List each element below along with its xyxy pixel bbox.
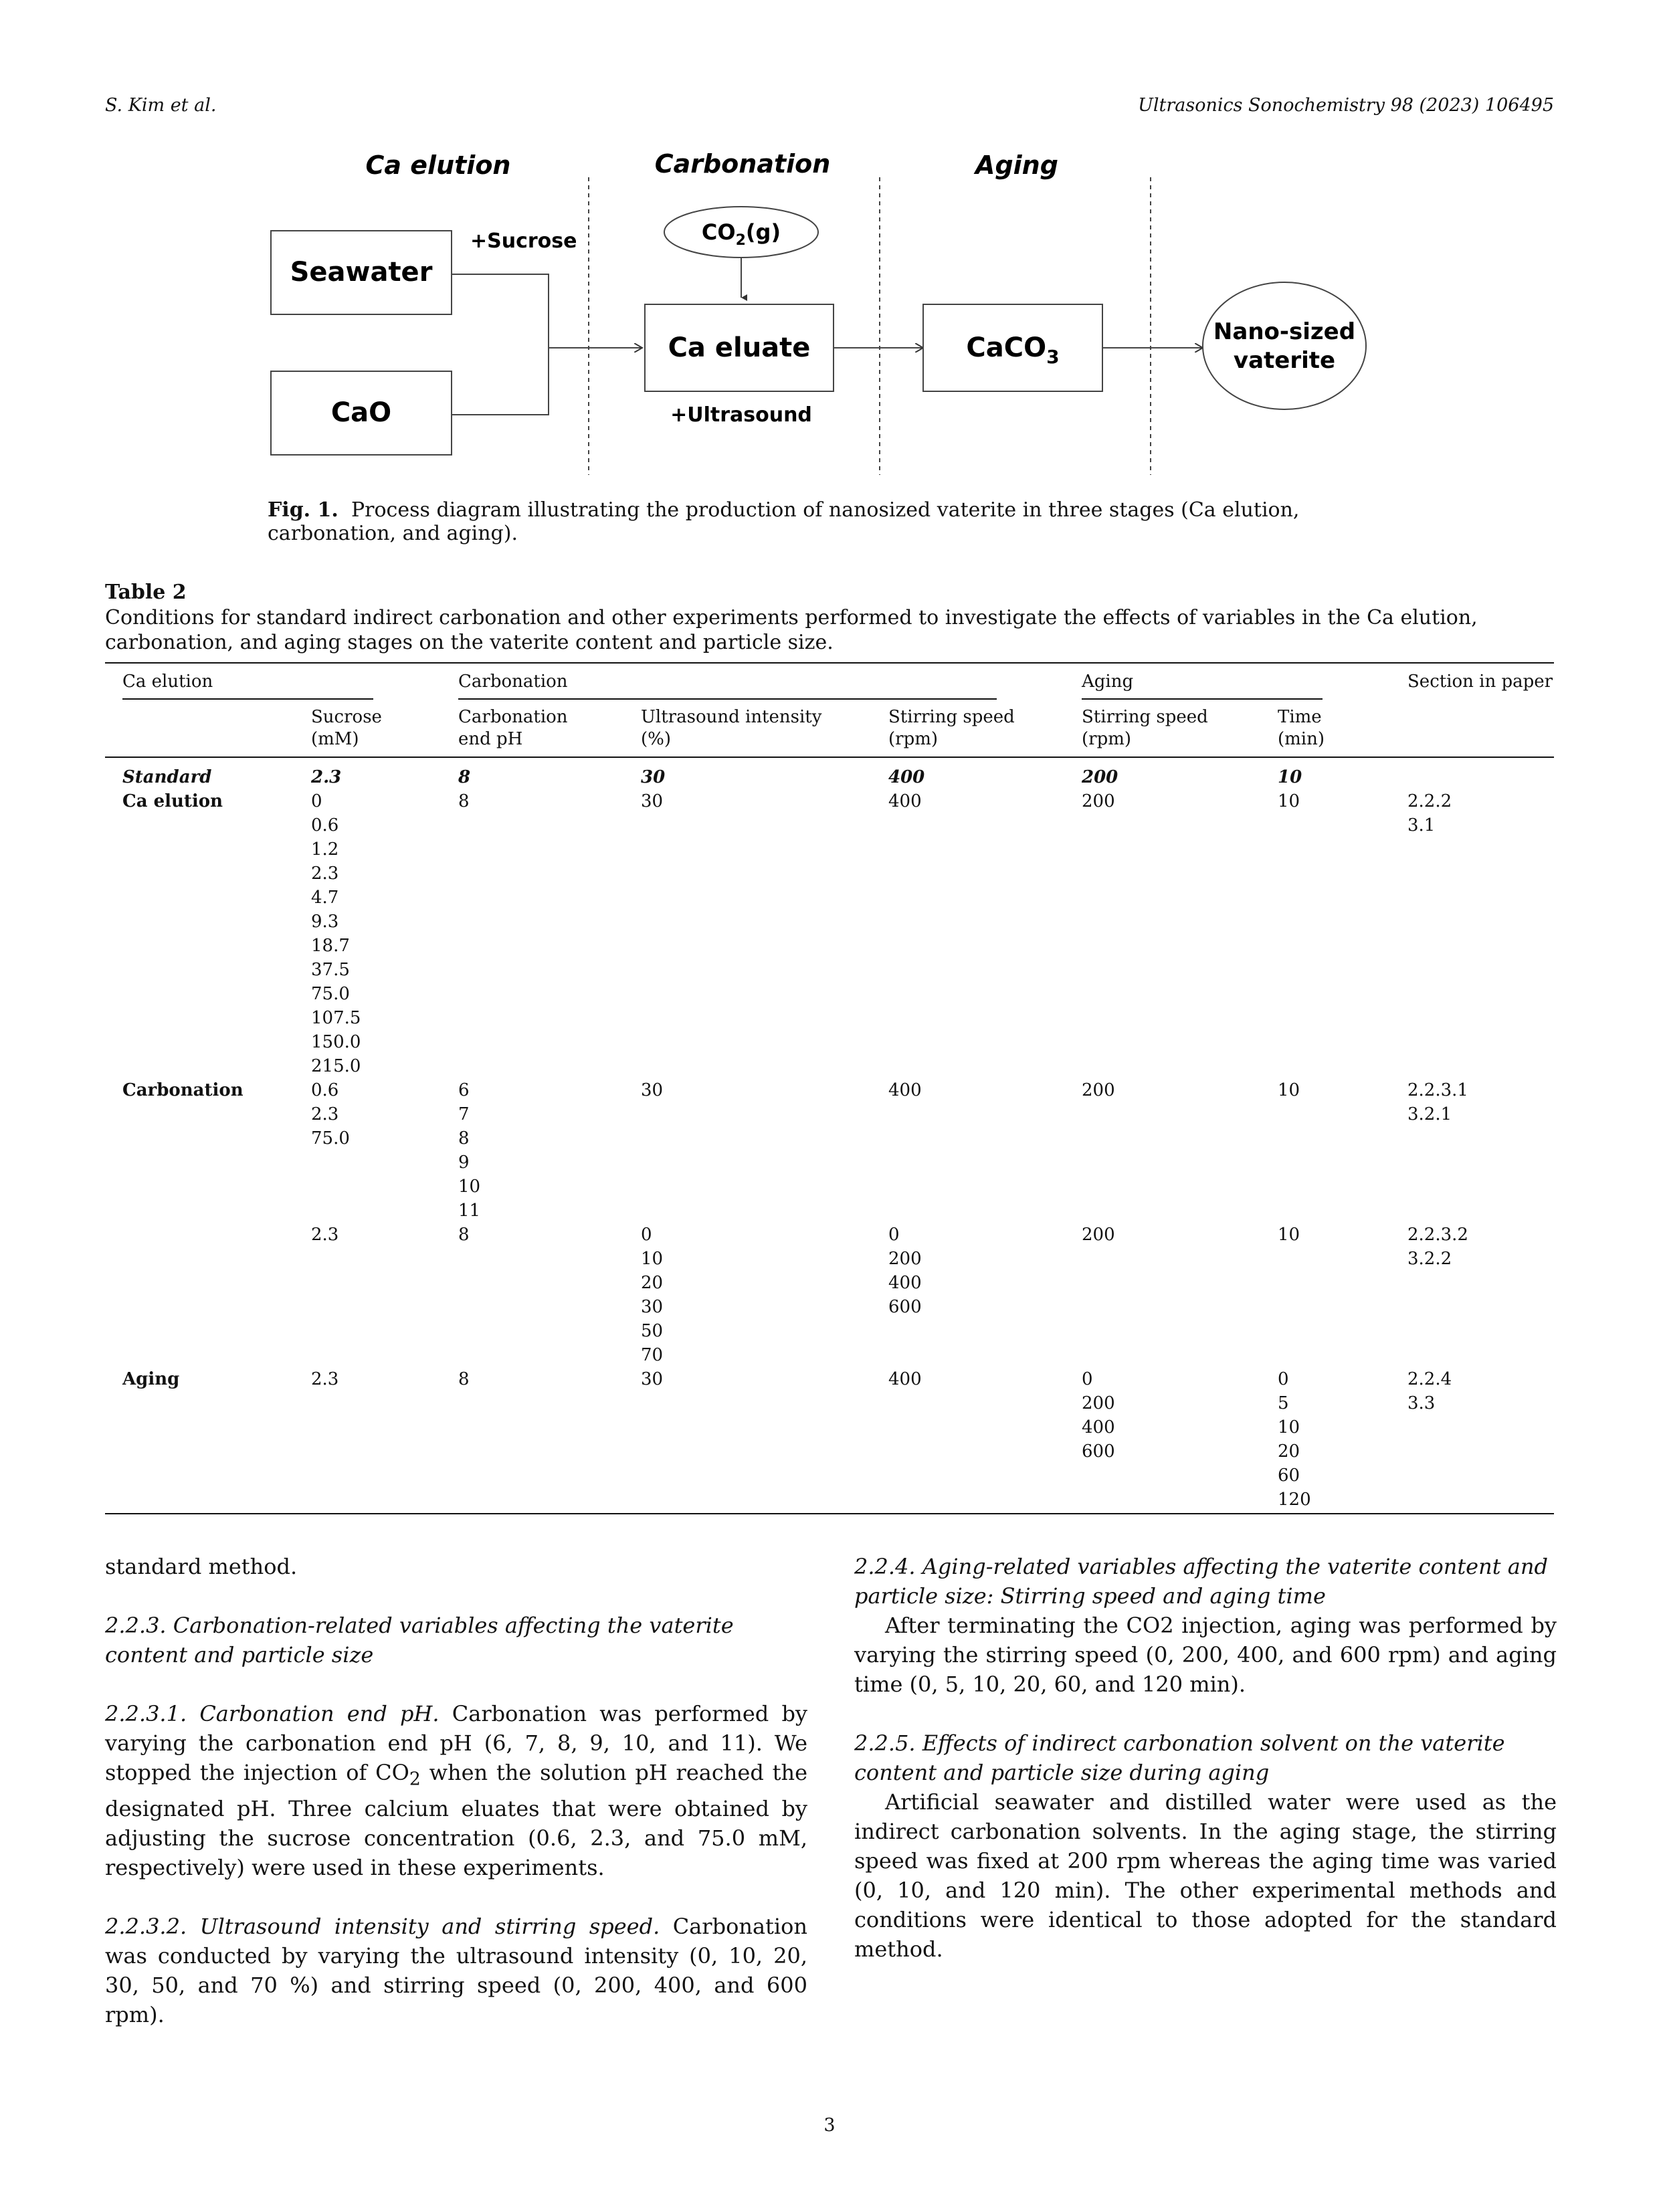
vaterite-label-line1: Nano-sized <box>1213 318 1356 345</box>
group-header-aging: Aging <box>1082 672 1134 692</box>
subheader-sucrose: Sucrose (mM) <box>311 707 382 749</box>
section-heading-2-2-3: 2.2.3. Carbonation-related variables affecting the vaterite content and particle size <box>105 1613 734 1668</box>
carbonation-underline <box>458 698 997 700</box>
figure-caption <box>268 498 1405 545</box>
ca-elution-stir-aging: 200 <box>1082 791 1115 811</box>
body-left-column <box>105 1552 807 2029</box>
carbonation-stir-carbonation: 400 <box>888 1080 922 1100</box>
cao-label: CaO <box>330 397 392 428</box>
aging-underline <box>1082 698 1323 700</box>
ca-elution-stir-carbonation: 400 <box>888 791 922 811</box>
sucrose-label: +Sucrose <box>470 229 577 253</box>
carbonation-ph: 6 7 8 9 10 11 <box>458 1080 481 1221</box>
cao-connector <box>452 348 549 415</box>
right-para-aging: After terminating the CO2 injection, aging was performed by varying the stirring speed (0, 200, 400, and 600 rpm) and aging time (0, 5, 10, 20, 60, and 120 min). <box>854 1613 1557 1697</box>
seawater-label: Seawater <box>290 257 433 288</box>
ultrasound-label: +Ultrasound <box>670 403 812 427</box>
subheader-carbonation-end-ph: Carbonation end pH <box>458 707 568 749</box>
standard-ph: 8 <box>458 767 471 787</box>
subheader-carbonation-stirring-speed: Stirring speed (rpm) <box>888 707 1015 749</box>
ca-elution-ultrasound: 30 <box>641 791 664 811</box>
table-title: Table 2 <box>105 581 187 604</box>
standard-ultrasound: 30 <box>641 767 666 787</box>
stage-title-ca-elution: Ca elution <box>365 150 511 180</box>
carbonation-sucrose: 0.6 2.3 75.0 <box>311 1080 350 1148</box>
table-top-rule <box>105 662 1554 664</box>
table-header-rule <box>105 757 1554 758</box>
ca-elution-time: 10 <box>1278 791 1300 811</box>
row-label-aging: Aging <box>122 1369 180 1389</box>
stage-title-carbonation: Carbonation <box>654 149 831 179</box>
left-para-carbonation-end-ph: 2.2.3.1. Carbonation end pH. Carbonation was performed by varying the carbonation end pH (6, 7, 8, 9, 10, and 11). We stopped the injection of $CO_2$ when the solution pH reached the designated pH. Three calcium eluates that were obtained by adjusting the sucrose concentration (0.6, 2.3, and 75.0 mM, respectively) were used in these experiments. <box>105 1701 808 1881</box>
ultrasound-row-ph: 8 <box>458 1225 470 1245</box>
ultrasound-row-section: 2.2.3.2 3.2.2 <box>1407 1225 1468 1269</box>
section-heading-2-2-5: 2.2.5. Effects of indirect carbonation solvent on the vaterite content and particle size during aging <box>854 1730 1505 1785</box>
process-diagram <box>254 144 1405 492</box>
table-caption: Conditions for standard indirect carbonation and other experiments performed to investigate the effects of variables in the Ca elution, carbonation, and aging stages on the vaterite content and particle size. <box>105 606 1478 654</box>
aging-time: 0 5 10 20 60 120 <box>1278 1369 1311 1510</box>
ca-elution-ph: 8 <box>458 791 470 811</box>
subsection-heading-2-2-3-2: 2.2.3.2. Ultrasound intensity and stirring speed. <box>105 1914 660 1940</box>
subheader-ultrasound-intensity: Ultrasound intensity (%) <box>641 707 822 749</box>
vaterite-label-line2: vaterite <box>1233 347 1336 374</box>
seawater-connector <box>452 274 549 348</box>
subheader-aging-time: Time (min) <box>1278 707 1325 749</box>
running-header-authors: S. Kim et al. <box>105 95 217 116</box>
ca-eluate-label: Ca eluate <box>668 332 811 363</box>
ultrasound-row-ultrasound: 0 10 20 30 50 70 <box>641 1225 664 1365</box>
ca-elution-sucrose: 0 0.6 1.2 2.3 4.7 9.3 18.7 37.5 75.0 107.5 150.0 215.0 <box>311 791 361 1076</box>
table-bottom-rule <box>105 1513 1554 1514</box>
standard-stir-carbonation: 400 <box>888 767 925 787</box>
row-label-carbonation: Carbonation <box>122 1080 243 1100</box>
aging-sucrose: 2.3 <box>311 1369 339 1389</box>
row-label-ca-elution: Ca elution <box>122 791 223 811</box>
figure-caption-text: Process diagram illustrating the production of nanosized vaterite in three stages (Ca elution, carbonation, and aging). <box>268 498 1300 545</box>
ultrasound-row-stir-carbonation: 0 200 400 600 <box>888 1225 922 1317</box>
carbonation-ultrasound: 30 <box>641 1080 664 1100</box>
carbonation-section: 2.2.3.1 3.2.1 <box>1407 1080 1468 1124</box>
aging-stir-carbonation: 400 <box>888 1369 922 1389</box>
figure-caption-label: Fig. 1. <box>268 498 338 522</box>
aging-section: 2.2.4 3.3 <box>1407 1369 1452 1413</box>
running-header-journal: Ultrasonics Sonochemistry 98 (2023) 106495 <box>1138 95 1554 116</box>
left-para-ultrasound: 2.2.3.2. Ultrasound intensity and stirring speed. Carbonation was conducted by varying the ultrasound intensity (0, 10, 20, 30, 50, and 70 %) and stirring speed (0, 200, 400, and 600 rpm). <box>105 1914 808 2028</box>
standard-stir-aging: 200 <box>1082 767 1118 787</box>
aging-ultrasound: 30 <box>641 1369 664 1389</box>
aging-stir-aging: 0 200 400 600 <box>1082 1369 1115 1462</box>
subheader-aging-stirring-speed: Stirring speed (rpm) <box>1082 707 1208 749</box>
standard-sucrose: 2.3 <box>311 767 342 787</box>
ultrasound-row-sucrose: 2.3 <box>311 1225 339 1245</box>
page-number: 3 <box>823 2115 836 2136</box>
co2-label: $CO_2(g)$ <box>701 219 781 249</box>
subsection-heading-2-2-3-1: 2.2.3.1. Carbonation end pH. <box>105 1701 440 1726</box>
row-label-standard: Standard <box>122 767 212 787</box>
ultrasound-row-time: 10 <box>1278 1225 1300 1245</box>
carbonation-stir-aging: 200 <box>1082 1080 1115 1100</box>
standard-time: 10 <box>1278 767 1302 787</box>
aging-ph: 8 <box>458 1369 470 1389</box>
body-right-column <box>854 1552 1557 1964</box>
group-header-ca-elution: Ca elution <box>122 672 213 692</box>
ca-elution-section: 2.2.2 3.1 <box>1407 791 1452 835</box>
caco3-label: CaCO$_3$ <box>966 332 1060 368</box>
carbonation-time: 10 <box>1278 1080 1300 1100</box>
group-header-carbonation: Carbonation <box>458 672 568 692</box>
section-heading-2-2-4: 2.2.4. Aging-related variables affecting the vaterite content and particle size: Stirring speed and aging time <box>854 1554 1548 1609</box>
ultrasound-row-stir-aging: 200 <box>1082 1225 1115 1245</box>
vaterite-ellipse <box>1203 282 1366 409</box>
left-para-0: standard method. <box>105 1554 298 1579</box>
ca-elution-underline <box>122 698 373 700</box>
stage-title-aging: Aging <box>975 150 1058 180</box>
group-header-section: Section in paper <box>1407 672 1553 692</box>
right-para-solvent: Artificial seawater and distilled water were used as the indirect carbonation solvents. In the aging stage, the stirring speed was fixed at 200 rpm whereas the aging time was varied (0, 10, and 120 min). The other experimental methods and conditions were identical to those adopted for the standard method. <box>854 1789 1557 1962</box>
